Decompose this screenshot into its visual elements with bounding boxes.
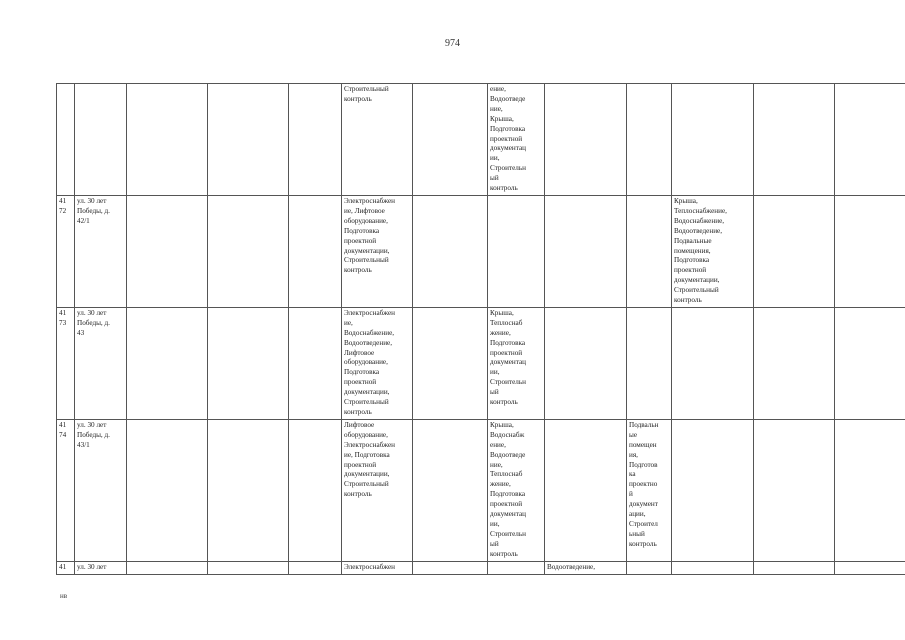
address-cell: ул. 30 лет Победы, д. 43/1 xyxy=(75,419,127,561)
works-cell: Крыша, Водоснабж ение, Водоотведе ние, Теплоснаб жение, Подготовка проектной документац ии, Строительн ый контроль xyxy=(488,419,545,561)
cell-col-4 xyxy=(208,561,289,574)
cell-col-7 xyxy=(413,84,488,196)
cell-col-13 xyxy=(835,561,905,574)
works-cell xyxy=(488,561,545,574)
works-cell xyxy=(627,561,672,574)
works-cell xyxy=(672,419,754,561)
works-cell: Водоотведение, xyxy=(545,561,627,574)
works-cell xyxy=(545,307,627,419)
works-cell: Крыша, Теплоснаб жение, Подготовка проектной документац ии, Строительн ый контроль xyxy=(488,307,545,419)
row-number-cell: 41 74 xyxy=(57,419,75,561)
footer-note: нв xyxy=(60,592,68,600)
works-cell: ение, Водоотведе ние, Крыша, Подготовка проектной документац ии, Строительн ый контроль xyxy=(488,84,545,196)
works-cell xyxy=(627,307,672,419)
cell-col-4 xyxy=(208,84,289,196)
cell-col-12 xyxy=(754,307,835,419)
works-cell: Подвальн ые помещен ия, Подготов ка проектно й документ ации, Строител ьный контроль xyxy=(627,419,672,561)
works-cell: Электроснабжен ие, Лифтовое оборудование, Подготовка проектной документации, Строительный контроль xyxy=(342,195,413,307)
page-number: 974 xyxy=(445,38,460,49)
works-cell: Крыша, Теплоснабжение, Водоснабжение, Водоотведение, Подвальные помещения, Подготовка проектной документации, Строительный контроль xyxy=(672,195,754,307)
row-number-cell xyxy=(57,84,75,196)
cell-col-13 xyxy=(835,307,905,419)
address-cell: ул. 30 лет Победы, д. 42/1 xyxy=(75,195,127,307)
works-cell xyxy=(672,307,754,419)
works-cell xyxy=(545,195,627,307)
cell-col-7 xyxy=(413,307,488,419)
cell-col-7 xyxy=(413,195,488,307)
cell-col-13 xyxy=(835,419,905,561)
works-cell xyxy=(627,84,672,196)
cell-col-12 xyxy=(754,561,835,574)
cell-col-3 xyxy=(127,419,208,561)
row-number-cell: 41 73 xyxy=(57,307,75,419)
works-table xyxy=(56,83,905,575)
cell-col-5 xyxy=(289,84,342,196)
works-cell xyxy=(545,84,627,196)
cell-col-12 xyxy=(754,195,835,307)
cell-col-12 xyxy=(754,84,835,196)
table-row xyxy=(57,195,905,307)
cell-col-4 xyxy=(208,195,289,307)
cell-col-12 xyxy=(754,419,835,561)
cell-col-7 xyxy=(413,561,488,574)
row-number-cell: 41 xyxy=(57,561,75,574)
cell-col-5 xyxy=(289,195,342,307)
works-cell xyxy=(545,419,627,561)
cell-col-13 xyxy=(835,84,905,196)
works-cell: Электроснабжен ие, Водоснабжение, Водоотведение, Лифтовое оборудование, Подготовка проектной документации, Строительный контроль xyxy=(342,307,413,419)
works-cell xyxy=(672,84,754,196)
works-cell: Электроснабжен xyxy=(342,561,413,574)
table-row xyxy=(57,419,905,561)
cell-col-3 xyxy=(127,195,208,307)
works-cell xyxy=(627,195,672,307)
address-cell xyxy=(75,84,127,196)
cell-col-4 xyxy=(208,419,289,561)
cell-col-5 xyxy=(289,561,342,574)
cell-col-5 xyxy=(289,419,342,561)
cell-col-4 xyxy=(208,307,289,419)
table-row xyxy=(57,307,905,419)
cell-col-3 xyxy=(127,561,208,574)
cell-col-3 xyxy=(127,307,208,419)
cell-col-13 xyxy=(835,195,905,307)
address-cell: ул. 30 лет xyxy=(75,561,127,574)
works-cell: Строительный контроль xyxy=(342,84,413,196)
cell-col-3 xyxy=(127,84,208,196)
table-row xyxy=(57,84,905,196)
works-cell xyxy=(488,195,545,307)
cell-col-5 xyxy=(289,307,342,419)
works-cell: Лифтовое оборудование, Электроснабжен ие, Подготовка проектной документации, Строительный контроль xyxy=(342,419,413,561)
address-cell: ул. 30 лет Победы, д. 43 xyxy=(75,307,127,419)
cell-col-7 xyxy=(413,419,488,561)
works-cell xyxy=(672,561,754,574)
row-number-cell: 41 72 xyxy=(57,195,75,307)
table-row xyxy=(57,561,905,574)
